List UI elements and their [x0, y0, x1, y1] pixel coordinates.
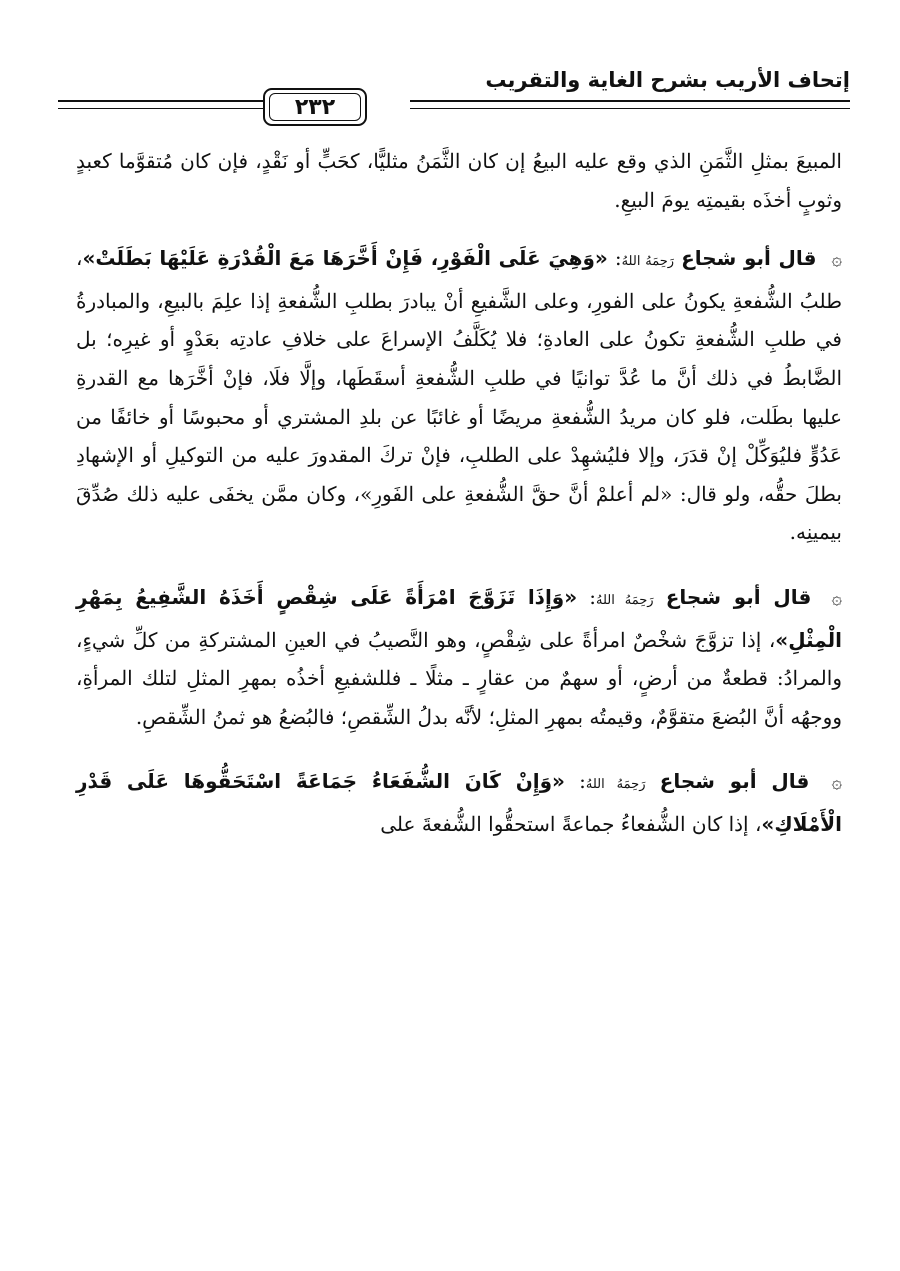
honorific: رَحِمَهُ اللهُ — [596, 592, 654, 608]
honorific: رَحِمَهُ اللهُ — [585, 777, 646, 793]
paragraph-marriage: ۞ قال أبو شجاع رَحِمَهُ اللهُ: «وَإِذَا تَزَوَّجَ امْرَأَةً عَلَى شِقْصٍ أَخَذَهُ الشَّفِيعُ بِمَهْرِ الْمِثْلِ»، إذا تزوَّجَ شخْصٌ امرأةً على شِقْصٍ، وهو النَّصيبُ في العينِ المشتركةِ من كلِّ شيءٍ، والمرادُ: قطعةٌ من أرضٍ، أو سهمٌ من عقارٍ ـ مثلًا ـ فللشفيعِ أخذُه بمهرِ المثلِ لتلك المرأةِ، ووجهُه أنَّ البُضعَ متقوَّمٌ، وقيمتُه بمهرِ المثلِ؛ لأنَّه بدلُ الشِّقصِ؛ فالبُضعُ هو ثمنُ الشِّقصِ. — [76, 584, 843, 729]
section-marker-icon: ۞ — [831, 772, 843, 794]
paragraph-multiple-shufaa: ۞ قال أبو شجاع رَحِمَهُ اللهُ: «وَإِنْ كَانَ الشُّفَعَاءُ جَمَاعَةً اسْتَحَقُّوهَا عَلَى قَدْرِ الْأَمْلَاكِ»، إذا كان الشُّفعاءُ جماعةً استحقُّوا الشُّفعةَ على — [76, 769, 843, 836]
page-number-frame — [263, 88, 367, 126]
paragraph-continuation — [76, 142, 842, 219]
commentary-text: ، إذا تزوَّجَ شخْصٌ امرأةً على شِقْصٍ، وهو النَّصيبُ في العينِ المشتركةِ من كلِّ شيءٍ، والمرادُ: قطعةٌ من أرضٍ، أو سهمٌ من عقارٍ ـ مثلًا ـ فللشفيعِ أخذُه بمهرِ المثلِ لتلك المرأةِ، ووجهُه أنَّ البُضعَ متقوَّمٌ، وقيمتُه بمهرِ المثلِ؛ لأنَّه بدلُ الشِّقصِ؛ فالبُضعُ هو ثمنُ الشِّقصِ. — [76, 627, 842, 729]
paragraph-text: المبيعَ بمثلِ الثَّمَنِ الذي وقع عليه البيعُ إن كان الثَّمَنُ مثليًّا، كحَبٍّ أو نَقْدٍ، فإن كان مُتقوَّما كعبدٍ وثوبٍ أخذَه بقيمتِه يومَ البيعِ. — [76, 149, 842, 212]
page-header — [58, 64, 850, 134]
section-marker-icon: ۞ — [831, 249, 843, 271]
speaker-attribution: قال أبو شجاع — [681, 246, 817, 271]
speaker-attribution: قال أبو شجاع — [665, 584, 812, 609]
commentary-text: ، طلبُ الشُّفعةِ يكونُ على الفورِ، وعلى الشَّفيعِ أنْ يبادرَ بطلبِ الشُّفعةِ إذا علِمَ بالبيعِ، والمبادرةُ في طلبِ الشُّفعةِ تكونُ على العادةِ؛ فلا يُكَلَّفُ الإسراعَ على خلافِ عادتِه بعَدْوٍ أو غيرِه؛ بل الضَّابطُ في ذلك أنَّ ما عُدَّ توانيًا في طلبِ الشُّفعةِ أسقَطَها، وإلَّا فلَا، فإنْ أخَّرَها مع القدرةِ عليها بطَلت، فلو كان مريدُ الشُّفعةِ مريضًا أو غائبًا عن بلدِ المشتري أو محبوسًا أو خائفًا من عَدُوٍّ فليُوَكِّلْ إنْ قدَرَ، وإلا فليُشهِدْ على الطلبِ، فإنْ تركَ المقدورَ عليه من التوكيلِ أو الإشهادِ بطلَ حقُّه، ولو قال: «لم أعلمْ أنَّ حقَّ الشُّفعةِ على الفَورِ»، وكان ممَّن يخفَى عليه ذلك صُدِّقَ بيمينِه. — [76, 246, 842, 545]
matn-quote: «وَإِذَا تَزَوَّجَ امْرَأَةً عَلَى شِقْصٍ أَخَذَهُ الشَّفِيعُ بِمَهْرِ الْمِثْلِ» — [76, 584, 842, 652]
matn-quote: «وَإِنْ كَانَ الشُّفَعَاءُ جَمَاعَةً اسْتَحَقُّوهَا عَلَى قَدْرِ الْأَمْلَاكِ» — [76, 769, 842, 836]
page-number: ٢٣٢ — [294, 94, 336, 120]
page-body — [76, 142, 842, 870]
header-rule-right — [410, 100, 850, 109]
honorific: رَحِمَهُ اللهُ — [621, 254, 675, 270]
commentary-text: ، إذا كان الشُّفعاءُ جماعةً استحقُّوا الشُّفعةَ على — [380, 811, 762, 836]
matn-quote: «وَهِيَ عَلَى الْفَوْرِ، فَإِنْ أَخَّرَهَا مَعَ الْقُدْرَةِ عَلَيْهَا بَطَلَتْ» — [82, 246, 608, 271]
section-marker-icon: ۞ — [831, 587, 843, 609]
paragraph-immediacy: ۞ قال أبو شجاع رَحِمَهُ اللهُ: «وَهِيَ عَلَى الْفَوْرِ، فَإِنْ أَخَّرَهَا مَعَ الْقُدْرَةِ عَلَيْهَا بَطَلَتْ»، طلبُ الشُّفعةِ يكونُ على الفورِ، وعلى الشَّفيعِ أنْ يبادرَ بطلبِ الشُّفعةِ إذا علِمَ بالبيعِ، والمبادرةُ في طلبِ الشُّفعةِ تكونُ على العادةِ؛ فلا يُكَلَّفُ الإسراعَ على خلافِ عادتِه بعَدْوٍ أو غيرِه؛ بل الضَّابطُ في ذلك أنَّ ما عُدَّ توانيًا في طلبِ الشُّفعةِ أسقَطَها، وإلَّا فلَا، فإنْ أخَّرَها مع القدرةِ عليها بطَلت، فلو كان مريدُ الشُّفعةِ مريضًا أو غائبًا عن بلدِ المشتري أو محبوسًا أو خائفًا من عَدُوٍّ فليُوَكِّلْ إنْ قدَرَ، وإلا فليُشهِدْ على الطلبِ، فإنْ تركَ المقدورَ عليه من التوكيلِ أو الإشهادِ بطلَ حقُّه، ولو قال: «لم أعلمْ أنَّ حقَّ الشُّفعةِ على الفَورِ»، وكان ممَّن يخفَى عليه ذلك صُدِّقَ بيمينِه. — [76, 246, 843, 545]
running-title: إتحاف الأريب بشرح الغاية والتقريب — [485, 68, 850, 92]
speaker-attribution: قال أبو شجاع — [659, 769, 810, 794]
